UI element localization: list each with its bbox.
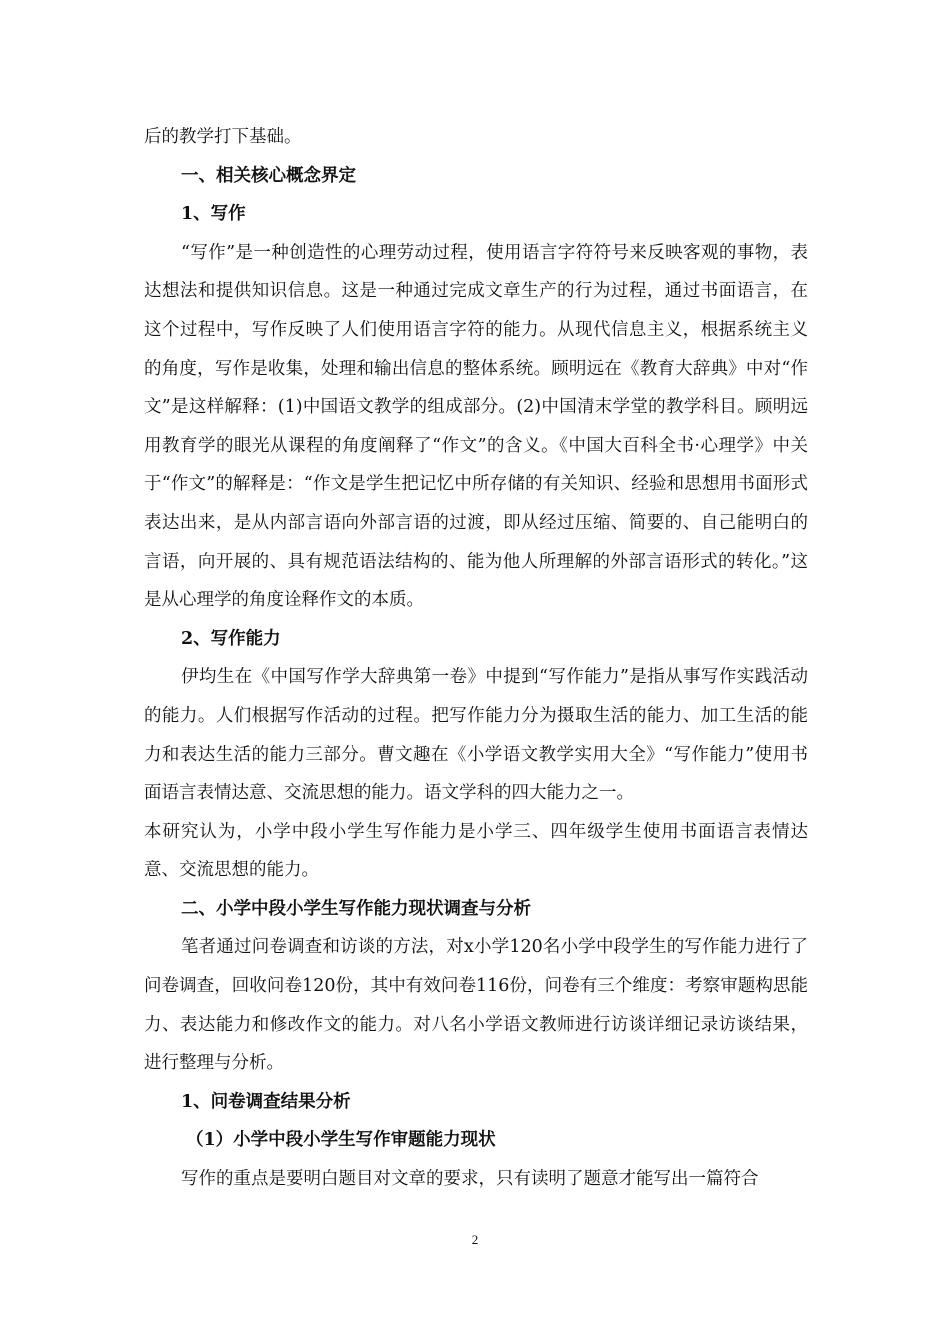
- continuation-text: 后的教学打下基础。: [144, 127, 302, 147]
- section-heading-1: 一、相关核心概念界定: [181, 165, 356, 186]
- subsection-heading-writing-ability: 2、写作能力: [181, 628, 281, 649]
- paragraph-writing-definition: “写作”是一种创造性的心理劳动过程，使用语言字符符号来反映客观的事物，表达想法和提供知识信息。这是一种通过完成文章生产的行为过程，通过书面语言，在这个过程中，写作反映了人们使用语言字符的能力。从现代信息主义，根据系统主义的角度，写作是收集，处理和输出信息的整体系统。顾明远在《教育大辞典》中对“作文”是这样解释：(1)中国语文教学的组成部分。(2)中国清末学堂的教学科目。顾明远用教育学的眼光从课程的角度阐释了“作文”的含义。《中国大百科全书·心理学》中关于“作文”的解释是：“作文是学生把记忆中所存储的有关知识、经验和思想用书面形式表达出来，是从内部言语向外部言语的过渡，即从经过压缩、简要的、自己能明白的言语，向开展的、具有规范语法结构的、能为他人所理解的外部言语形式的转化。”这是从心理学的角度诠释作文的本质。: [144, 242, 808, 611]
- subsubsection-heading-topic-ability: （1）小学中段小学生写作审题能力现状: [186, 1130, 496, 1151]
- page-number: 2: [471, 1232, 479, 1247]
- section-heading-2: 二、小学中段小学生写作能力现状调查与分析: [181, 898, 531, 919]
- paragraph-writing-ability: 伊均生在《中国写作学大辞典第一卷》中提到“写作能力”是指从事写作实践活动的能力。人们根据写作活动的过程。把写作能力分为摄取生活的能力、加工生活的能力和表达生活的能力三部分。曹文趣在《小学语文教学实用大全》“写作能力”使用书面语言表情达意、交流思想的能力。语文学科的四大能力之一。: [144, 667, 808, 804]
- paragraph-survey: 笔者通过问卷调查和访谈的方法，对x小学120名小学中段学生的写作能力进行了问卷调查，回收问卷120份，其中有效问卷116份，问卷有三个维度：考察审题构思能力、表达能力和修改作文的能力。对八名小学语文教师进行访谈详细记录访谈结果，进行整理与分析。: [144, 937, 808, 1074]
- paragraph-study-definition: 本研究认为，小学中段小学生写作能力是小学三、四年级学生使用书面语言表情达意、交流思想的能力。: [144, 821, 808, 881]
- document-body: [144, 118, 808, 1199]
- paragraph-topic-ability: 写作的重点是要明白题目对文章的要求，只有读明了题意才能写出一篇符合: [181, 1169, 759, 1190]
- subsection-heading-writing: 1、写作: [181, 204, 246, 225]
- subsection-heading-survey-analysis: 1、问卷调查结果分析: [181, 1091, 351, 1112]
